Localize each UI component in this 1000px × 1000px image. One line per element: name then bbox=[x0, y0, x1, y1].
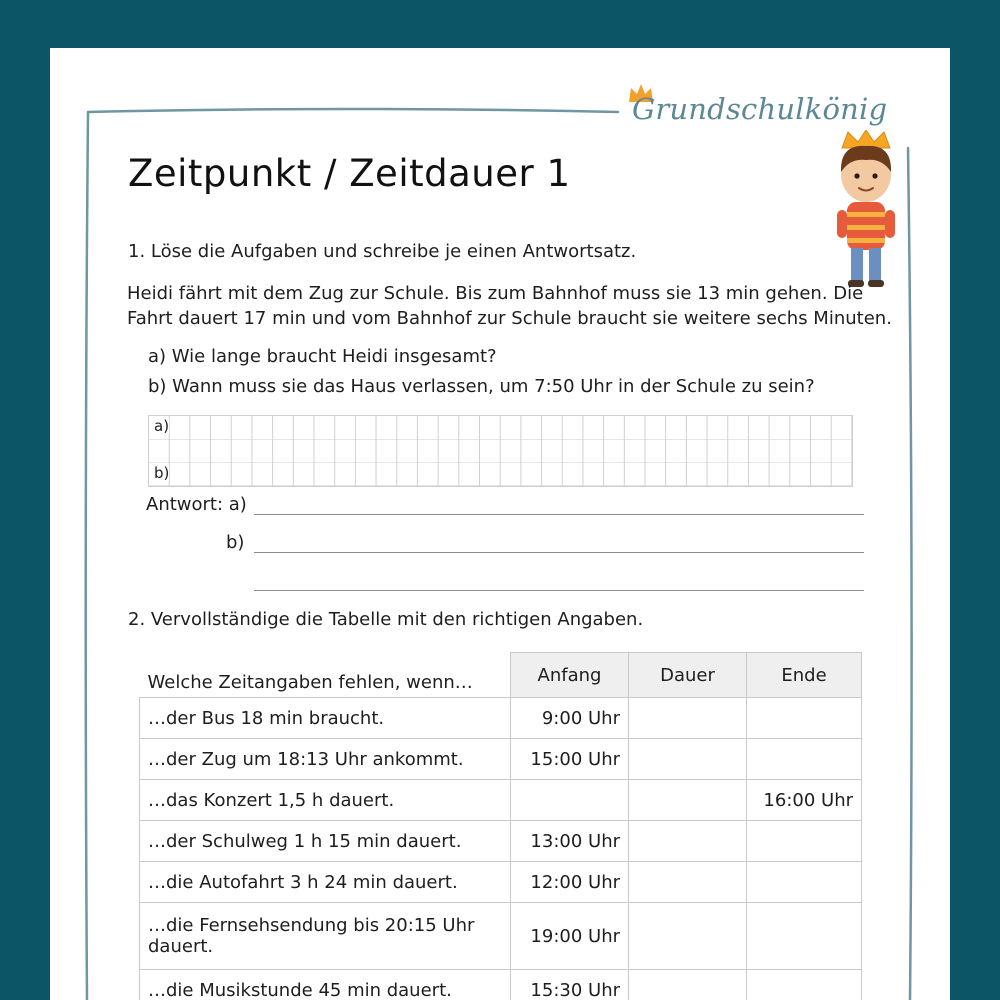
table-row bbox=[140, 780, 862, 821]
situation-cell: …das Konzert 1,5 h dauert. bbox=[140, 780, 511, 821]
worksheet-title: Zeitpunkt / Zeitdauer 1 bbox=[128, 152, 571, 195]
column-header-dauer: Dauer bbox=[629, 653, 747, 698]
dauer-cell[interactable] bbox=[629, 698, 747, 739]
answer-line-b[interactable] bbox=[254, 552, 864, 553]
column-header-ende: Ende bbox=[747, 653, 862, 698]
brand-logo: Grundschulkönig bbox=[632, 92, 888, 126]
task2-instruction: 2. Vervollständige die Tabelle mit den richtigen Angaben. bbox=[128, 609, 644, 630]
situation-cell: …die Fernsehsendung bis 20:15 Uhr dauert. bbox=[140, 903, 511, 970]
table-row bbox=[140, 821, 862, 862]
dauer-cell[interactable] bbox=[629, 903, 747, 970]
dauer-cell[interactable] bbox=[629, 821, 747, 862]
situation-cell: …die Musikstunde 45 min dauert. bbox=[140, 970, 511, 1000]
dauer-cell[interactable] bbox=[629, 862, 747, 903]
table-row bbox=[140, 739, 862, 780]
time-table bbox=[139, 652, 862, 1000]
column-header-anfang: Anfang bbox=[511, 653, 629, 698]
table-header-prompt: Welche Zeitangaben fehlen, wenn… bbox=[147, 672, 473, 693]
anfang-cell[interactable]: 15:30 Uhr bbox=[511, 970, 629, 1000]
answer-line-a[interactable] bbox=[254, 514, 864, 515]
anfang-cell[interactable]: 13:00 Uhr bbox=[511, 821, 629, 862]
anfang-cell[interactable]: 15:00 Uhr bbox=[511, 739, 629, 780]
answer-label-a: Antwort: a) bbox=[146, 494, 247, 515]
ende-cell[interactable] bbox=[747, 862, 862, 903]
table-row bbox=[140, 698, 862, 739]
task1-instruction: 1. Löse die Aufgaben und schreibe je einen Antwortsatz. bbox=[128, 241, 637, 262]
grid-label-a: a) bbox=[154, 417, 170, 435]
task1-question-b: b) Wann muss sie das Haus verlassen, um 7:50 Uhr in der Schule zu sein? bbox=[148, 376, 815, 397]
grid-label-b: b) bbox=[154, 464, 170, 482]
ende-cell[interactable] bbox=[747, 698, 862, 739]
task1-question-a: a) Wie lange braucht Heidi insgesamt? bbox=[148, 346, 497, 367]
anfang-cell[interactable]: 12:00 Uhr bbox=[511, 862, 629, 903]
ende-cell[interactable] bbox=[747, 970, 862, 1000]
dauer-cell[interactable] bbox=[629, 970, 747, 1000]
answer-label-b: b) bbox=[226, 532, 245, 553]
task1-story-line-1: Heidi fährt mit dem Zug zur Schule. Bis zum Bahnhof muss sie 13 min gehen. Die bbox=[127, 283, 864, 304]
situation-cell: …die Autofahrt 3 h 24 min dauert. bbox=[140, 862, 511, 903]
boy-with-crown-icon bbox=[820, 130, 912, 290]
ende-cell[interactable] bbox=[747, 821, 862, 862]
dauer-cell[interactable] bbox=[629, 780, 747, 821]
table-row bbox=[140, 862, 862, 903]
anfang-cell[interactable] bbox=[511, 780, 629, 821]
ende-cell[interactable] bbox=[747, 739, 862, 780]
ende-cell[interactable] bbox=[747, 903, 862, 970]
table-row bbox=[140, 970, 862, 1000]
anfang-cell[interactable]: 9:00 Uhr bbox=[511, 698, 629, 739]
anfang-cell[interactable]: 19:00 Uhr bbox=[511, 903, 629, 970]
answer-line-b-continued[interactable] bbox=[254, 590, 864, 591]
worksheet-page bbox=[50, 48, 950, 1000]
situation-cell: …der Schulweg 1 h 15 min dauert. bbox=[140, 821, 511, 862]
task1-story-line-2: Fahrt dauert 17 min und vom Bahnhof zur Schule braucht sie weitere sechs Minuten. bbox=[127, 308, 892, 329]
ende-cell[interactable]: 16:00 Uhr bbox=[747, 780, 862, 821]
table-row bbox=[140, 903, 862, 970]
dauer-cell[interactable] bbox=[629, 739, 747, 780]
situation-cell: …der Bus 18 min braucht. bbox=[140, 698, 511, 739]
calculation-grid[interactable] bbox=[148, 415, 853, 487]
situation-cell: …der Zug um 18:13 Uhr ankommt. bbox=[140, 739, 511, 780]
